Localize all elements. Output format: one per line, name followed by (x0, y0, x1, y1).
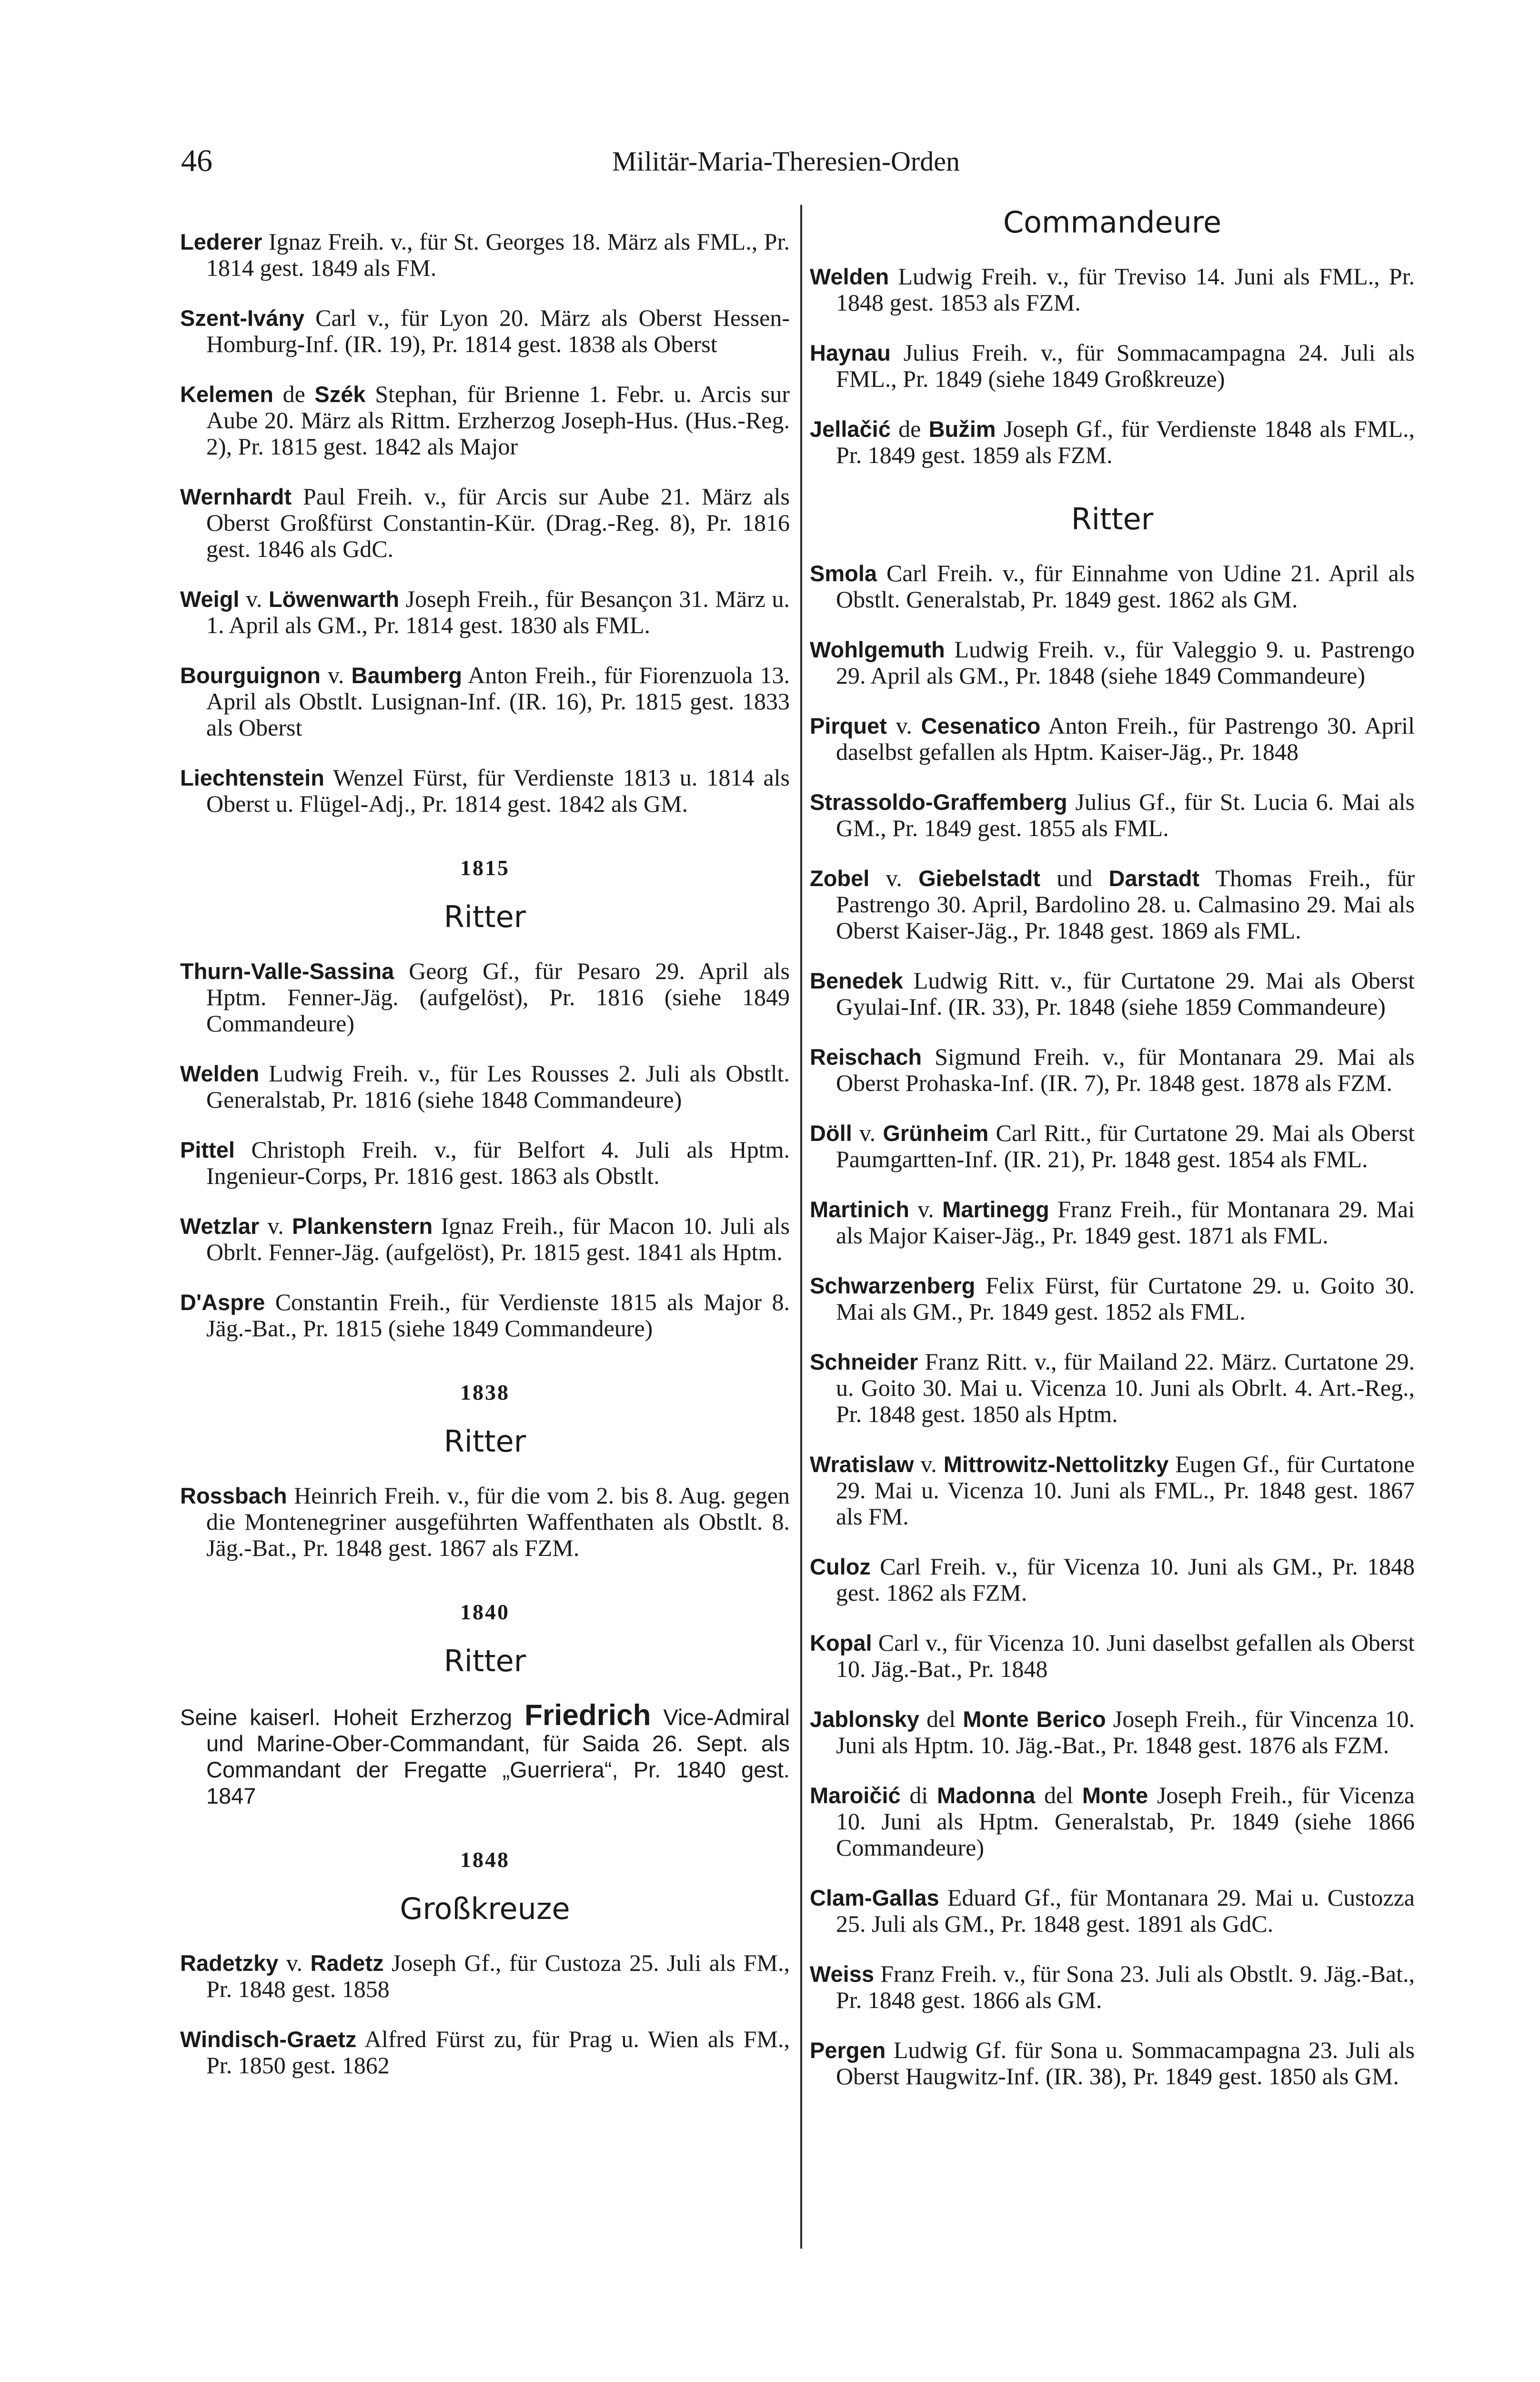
entry-rossbach: Rossbach Heinrich Freih. v., für die vom 2. bis 8. Aug. gegen die Montenegriner ausgeführten Waffenthaten als Obstlt. 8. Jäg.-Bat., Pr. 1848 gest. 1867 als FZM. (180, 1482, 790, 1561)
entry-schwarzenberg: Schwarzenberg Felix Fürst, für Curtatone 29. u. Goito 30. Mai als GM., Pr. 1849 gest. 1852 als FML. (810, 1272, 1415, 1325)
section-heading-ritter: Ritter (1071, 502, 1154, 536)
entry-wernhardt: Wernhardt Paul Freih. v., für Arcis sur Aube 21. März als Oberst Großfürst Constantin-Kür. (Drag.-Reg. 8), Pr. 1816 gest. 1846 als GdC. (180, 483, 790, 562)
entry-doll: Döll v. Grünheim Carl Ritt., für Curtatone 29. Mai als Oberst Paumgartten-Inf. (IR. 21), Pr. 1848 gest. 1854 als FML. (810, 1120, 1415, 1172)
entry-pergen: Pergen Ludwig Gf. für Sona u. Sommacampagna 23. Juli als Oberst Haugwitz-Inf. (IR. 38), Pr. 1849 gest. 1850 als GM. (810, 2037, 1415, 2089)
entry-smola: Smola Carl Freih. v., für Einnahme von Udine 21. April als Obstlt. Generalstab, Pr. 1849 gest. 1862 als GM. (810, 560, 1415, 613)
page-number: 46 (181, 143, 212, 178)
section-heading-ritter: Ritter (443, 1644, 526, 1678)
entry-wetzlar: Wetzlar v. Plankenstern Ignaz Freih., für Macon 10. Juli als Obrlt. Fenner-Jäg. (aufgelöst), Pr. 1815 gest. 1841 als Hptm. (180, 1212, 790, 1265)
year-heading-1838: 1838 (460, 1380, 510, 1404)
entry-reischach: Reischach Sigmund Freih. v., für Montanara 29. Mai als Oberst Prohaska-Inf. (IR. 7), Pr. 1848 gest. 1878 als FZM. (810, 1043, 1415, 1096)
entry-pirquet: Pirquet v. Cesenatico Anton Freih., für Pastrengo 30. April daselbst gefallen als Hptm. Kaiser-Jäg., Pr. 1848 (810, 712, 1415, 765)
year-heading-1840: 1840 (460, 1600, 510, 1624)
entry-benedek: Benedek Ludwig Ritt. v., für Curtatone 29. Mai als Oberst Gyulai-Inf. (IR. 33), Pr. 1848 (siehe 1859 Commandeure) (810, 967, 1415, 1020)
entry-windisch-graetz: Windisch-Graetz Alfred Fürst zu, für Prag u. Wien als FM., Pr. 1850 gest. 1862 (180, 2026, 790, 2079)
entry-strassoldo: Strassoldo-Graffemberg Julius Gf., für St. Lucia 6. Mai als GM., Pr. 1849 gest. 1855 als FML. (810, 788, 1415, 841)
entry-kopal: Kopal Carl v., für Vicenza 10. Juni daselbst gefallen als Oberst 10. Jäg.-Bat., Pr. 1848 (810, 1629, 1415, 1682)
entry-wratislaw: Wratislaw v. Mittrowitz-Nettolitzky Eugen Gf., für Curtatone 29. Mai u. Vicenza 10. Juni als FML., Pr. 1848 gest. 1867 als FM. (810, 1451, 1415, 1530)
entry-welden-commandeur: Welden Ludwig Freih. v., für Treviso 14. Juni als FML., Pr. 1848 gest. 1853 als FZM. (810, 263, 1415, 316)
entry-weiss: Weiss Franz Freih. v., für Sona 23. Juli als Obstlt. 9. Jäg.-Bat., Pr. 1848 gest. 1866 als GM. (810, 1960, 1415, 2013)
entry-martinich: Martinich v. Martinegg Franz Freih., für Montanara 29. Mai als Major Kaiser-Jäg., Pr. 1849 gest. 1871 als FML. (810, 1196, 1415, 1249)
entry-zobel: Zobel v. Giebelstadt und Darstadt Thomas Freih., für Pastrengo 30. April, Bardolino 28. u. Calmasino 29. Mai als Oberst Kaiser-Jäg., Pr. 1848 gest. 1869 als FML. (810, 865, 1415, 944)
entry-d-aspre: D'Aspre Constantin Freih., für Verdienste 1815 als Major 8. Jäg.-Bat., Pr. 1815 (siehe 1849 Commandeure) (180, 1289, 790, 1342)
entry-clam-gallas: Clam-Gallas Eduard Gf., für Montanara 29. Mai u. Custozza 25. Juli als GM., Pr. 1848 gest. 1891 als GdC. (810, 1884, 1415, 1937)
section-heading-grosskreuze: Großkreuze (400, 1891, 570, 1926)
entry-haynau: Haynau Julius Freih. v., für Sommacampagna 24. Juli als FML., Pr. 1849 (siehe 1849 Großkreuze) (810, 339, 1415, 392)
entry-welden: Welden Ludwig Freih. v., für Les Rousses 2. Juli als Obstlt. Generalstab, Pr. 1816 (siehe 1848 Commandeure) (180, 1060, 790, 1113)
running-title: Militär-Maria-Theresien-Orden (612, 146, 960, 177)
entry-jellacic: Jellačić de Bužim Joseph Gf., für Verdienste 1848 als FML., Pr. 1849 gest. 1859 als FZM. (810, 415, 1415, 468)
entry-weigl: Weigl v. Löwenwarth Joseph Freih., für Besançon 31. März u. 1. April als GM., Pr. 1814 gest. 1830 als FML. (180, 585, 790, 638)
entry-bourguignon: Bourguignon v. Baumberg Anton Freih., für Fiorenzuola 13. April als Obstlt. Lusignan-Inf. (IR. 16), Pr. 1815 gest. 1833 als Oberst (180, 662, 790, 741)
entry-lederer: Lederer Ignaz Freih. v., für St. Georges 18. März als FML., Pr. 1814 gest. 1849 als FM. (180, 228, 790, 281)
entry-friedrich: Seine kaiserl. Hoheit Erzherzog Friedrich Vice-Admiral und Marine-Ober-Commandant, für Saida 26. Sept. als Commandant der Fregatte „Guerriera“, Pr. 1840 gest. 1847 (180, 1699, 790, 1808)
entry-culoz: Culoz Carl Freih. v., für Vicenza 10. Juni als GM., Pr. 1848 gest. 1862 als FZM. (810, 1553, 1415, 1606)
year-heading-1848: 1848 (460, 1847, 510, 1872)
entry-thurn-valle-sassina: Thurn-Valle-Sassina Georg Gf., für Pesaro 29. April als Hptm. Fenner-Jäg. (aufgelöst), Pr. 1816 (siehe 1849 Commandeure) (180, 958, 790, 1037)
entry-szent-ivany: Szent-Ivány Carl v., für Lyon 20. März als Oberst Hessen-Homburg-Inf. (IR. 19), Pr. 1814 gest. 1838 als Oberst (180, 304, 790, 357)
section-heading-commandeure: Commandeure (1003, 205, 1222, 240)
entry-radetzky: Radetzky v. Radetz Joseph Gf., für Custoza 25. Juli als FM., Pr. 1848 gest. 1858 (180, 1949, 790, 2002)
entry-kelemen: Kelemen de Szék Stephan, für Brienne 1. Febr. u. Arcis sur Aube 20. März als Rittm. Erzherzog Joseph-Hus. (Hus.-Reg. 2), Pr. 1815 gest. 1842 als Major (180, 381, 790, 460)
right-column (810, 205, 1415, 2099)
entry-wohlgemuth: Wohlgemuth Ludwig Freih. v., für Valeggio 9. u. Pastrengo 29. April als GM., Pr. 1848 (siehe 1849 Commandeure) (810, 636, 1415, 689)
section-heading-ritter: Ritter (443, 899, 526, 934)
entry-schneider: Schneider Franz Ritt. v., für Mailand 22. März. Curtatone 29. u. Goito 30. Mai u. Vicenza 10. Juni als Obrlt. 4. Art.-Reg., Pr. 1848 gest. 1850 als Hptm. (810, 1348, 1415, 1427)
entry-maroicic: Maroičić di Madonna del Monte Joseph Freih., für Vicenza 10. Juni als Hptm. Generalstab, Pr. 1849 (siehe 1866 Commandeure) (810, 1782, 1415, 1861)
section-heading-ritter: Ritter (443, 1424, 526, 1459)
left-column (180, 205, 790, 2088)
entry-pittel: Pittel Christoph Freih. v., für Belfort 4. Juli als Hptm. Ingenieur-Corps, Pr. 1816 gest. 1863 als Obstlt. (180, 1136, 790, 1189)
column-divider (800, 205, 802, 2249)
year-heading-1815: 1815 (460, 856, 510, 880)
entry-liechtenstein: Liechtenstein Wenzel Fürst, für Verdienste 1813 u. 1814 als Oberst u. Flügel-Adj., Pr. 1814 gest. 1842 als GM. (180, 764, 790, 817)
entry-jablonsky: Jablonsky del Monte Berico Joseph Freih., für Vincenza 10. Juni als Hptm. 10. Jäg.-Bat., Pr. 1848 gest. 1876 als FZM. (810, 1706, 1415, 1758)
